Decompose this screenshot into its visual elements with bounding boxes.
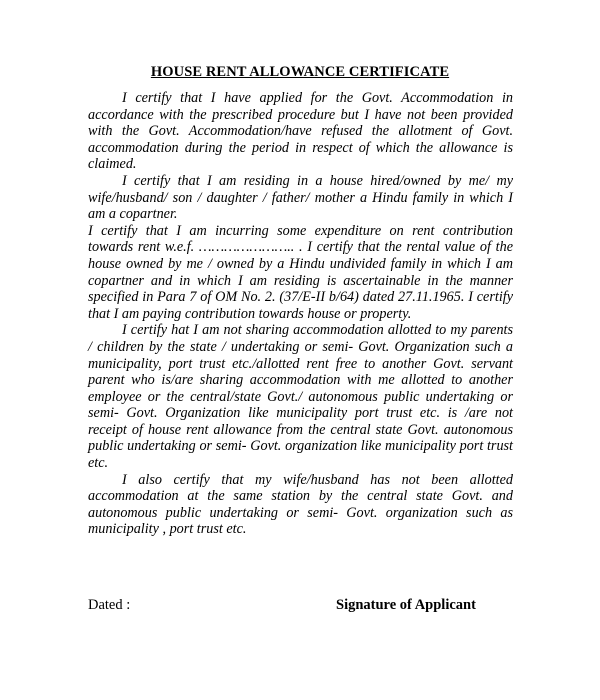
dated-label: Dated : <box>88 597 131 613</box>
paragraph-spouse-allotment: I also certify that my wife/husband has not been allotted accommodation at the same station by the central state Govt. and autonomous public undertaking or semi- Govt. organization such as municipality , port trust etc. <box>88 471 513 538</box>
paragraph-not-sharing: I certify hat I am not sharing accommodation allotted to my parents / children by the state / undertaking or semi- Govt. Organization such a municipality, port trust etc./allotted rent free to another Govt. servant parent who is/are sharing accommodation with me allotted to another employee or the central/state Govt./ autonomous public undertaking or semi- Govt. Organization like municipality port trust etc. is /are not receipt of house rent allowance from the central state Govt. autonomous public undertaking or semi- Govt. organization like municipality port trust etc. <box>88 322 513 472</box>
paragraph-accommodation-applied: I certify that I have applied for the Govt. Accommodation in accordance with the prescribed procedure but I have not been provided with the Govt. Accommodation/have refused the allotment of Govt. accommodation during the period in respect of which the allowance is claimed. <box>88 90 513 173</box>
paragraph-rent-expenditure: I certify that I am incurring some expenditure on rent contribution towards rent w.e.f. ………………….. . I certify that the rental value of the house owned by me / owned by a Hindu undivided family in which I am copartner and in which I am residing is ascertainable in the manner specified in Para 7 of OM No. 2. (37/E-II b/64) dated 27.11.1965. I certify that I am paying contribution towards house or property. <box>88 222 513 322</box>
certificate-body <box>88 90 513 538</box>
paragraph-residence: I certify that I am residing in a house hired/owned by me/ my wife/husband/ son / daughter / father/ mother a Hindu family in which I am a copartner. <box>88 172 513 223</box>
certificate-title: HOUSE RENT ALLOWANCE CERTIFICATE <box>150 64 450 80</box>
signature-label: Signature of Applicant <box>336 597 476 613</box>
